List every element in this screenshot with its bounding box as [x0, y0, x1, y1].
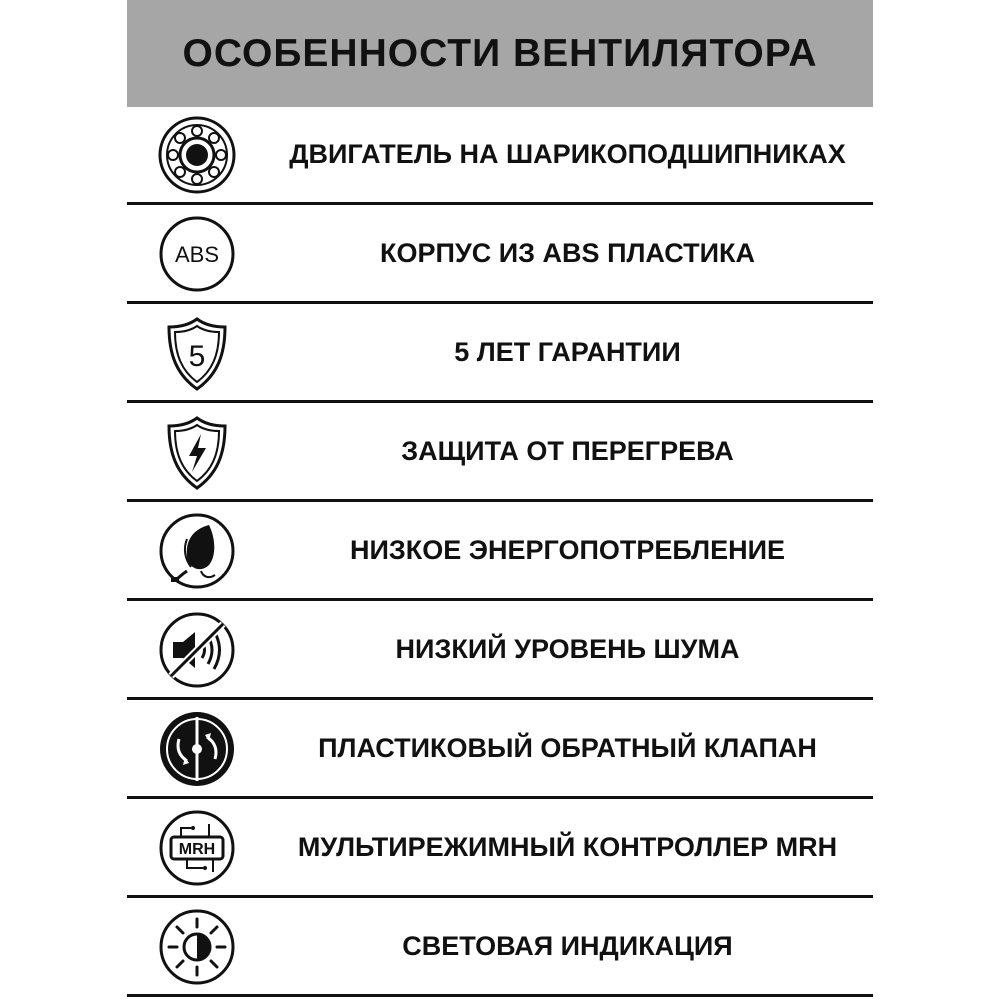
feature-row-valve: [127, 701, 873, 799]
feature-label: КОРПУС ИЗ ABS ПЛАСТИКА: [380, 238, 755, 268]
abs-plastic-icon: [157, 214, 237, 294]
page-title: ОСОБЕННОСТИ ВЕНТИЛЯТОРА: [182, 31, 818, 75]
feature-row-warranty: [127, 305, 873, 403]
header-banner: [127, 0, 873, 107]
svg-text:MRH: MRH: [178, 840, 216, 858]
eco-leaf-plug-icon: [157, 511, 237, 591]
feature-row-bearing: [127, 107, 873, 205]
muted-speaker-icon: [157, 610, 237, 690]
feature-label: МУЛЬТИРЕЖИМНЫЙ КОНТРОЛЛЕР MRH: [297, 832, 838, 862]
feature-label: ПЛАСТИКОВЫЙ ОБРАТНЫЙ КЛАПАН: [318, 733, 817, 763]
lightning-shield-icon: [157, 412, 237, 492]
feature-label: НИЗКОЕ ЭНЕРГОПОТРЕБЛЕНИЕ: [349, 535, 785, 565]
light-indicator-icon: [157, 907, 237, 987]
feature-row-energy: [127, 503, 873, 601]
svg-text:ABS: ABS: [174, 241, 220, 267]
check-valve-icon: [157, 709, 237, 789]
mrh-controller-icon: [157, 808, 237, 888]
svg-text:5: 5: [188, 339, 206, 373]
feature-label: ДВИГАТЕЛЬ НА ШАРИКОПОДШИПНИКАХ: [289, 139, 846, 169]
feature-label: 5 ЛЕТ ГАРАНТИИ: [454, 337, 681, 367]
warranty-shield-icon: [157, 313, 237, 393]
ball-bearing-icon: [157, 115, 237, 195]
feature-row-noise: [127, 602, 873, 700]
feature-label: ЗАЩИТА ОТ ПЕРЕГРЕВА: [401, 436, 734, 466]
feature-row-abs: [127, 206, 873, 304]
feature-label: НИЗКИЙ УРОВЕНЬ ШУМА: [395, 634, 740, 664]
feature-row-overheat: [127, 404, 873, 502]
feature-row-indication: [127, 899, 873, 997]
feature-label: СВЕТОВАЯ ИНДИКАЦИЯ: [402, 931, 733, 961]
feature-row-controller: [127, 800, 873, 898]
